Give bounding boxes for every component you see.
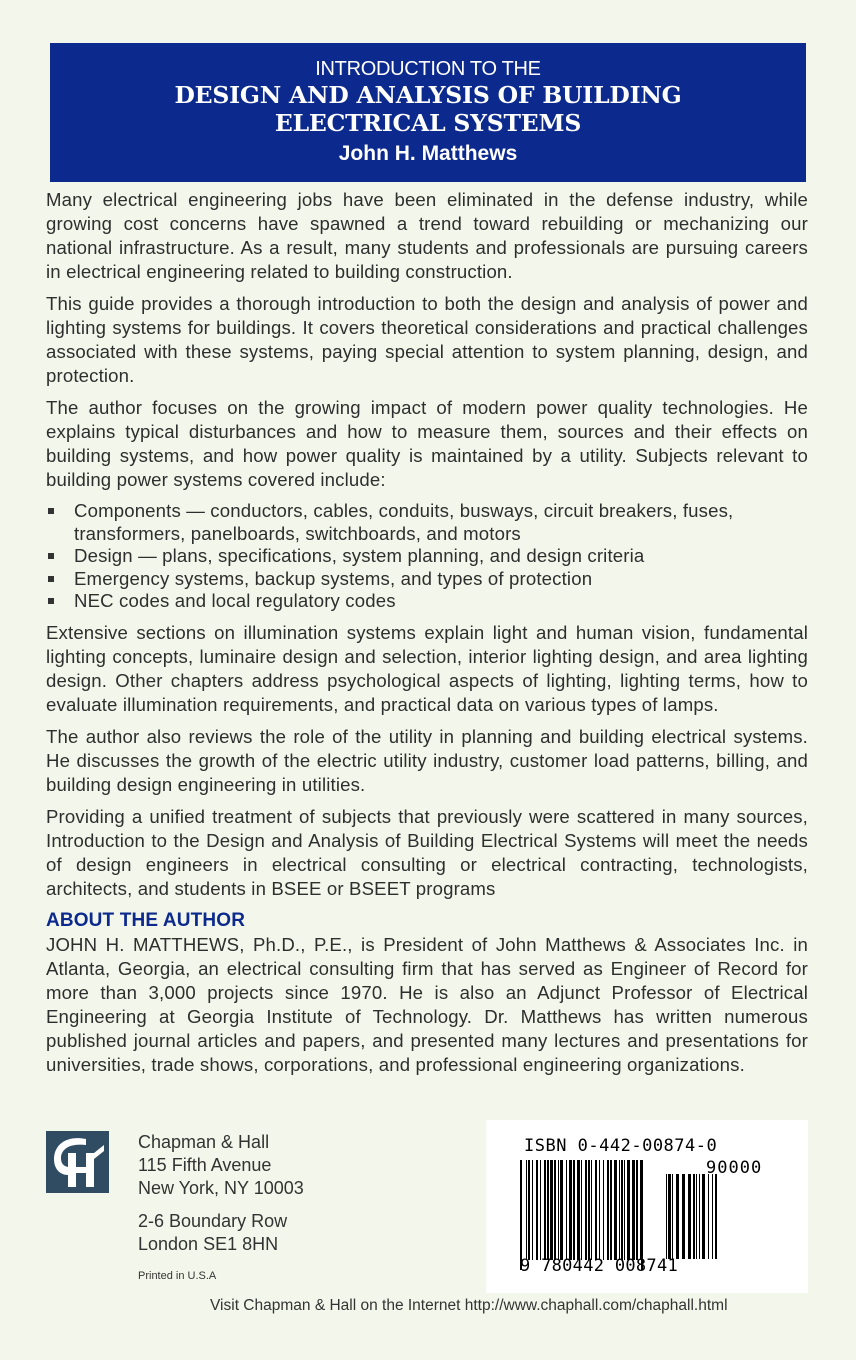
- list-item: Design — plans, specifications, system planning, and design criteria: [46, 545, 808, 568]
- barcode-bar: [566, 1160, 567, 1260]
- about-author: [46, 909, 808, 1077]
- barcode-bar: [702, 1174, 705, 1259]
- barcode-bar: [607, 1160, 609, 1260]
- barcode-bar: [603, 1160, 604, 1260]
- barcode-bar: [715, 1174, 717, 1259]
- us-street: 115 Fifth Avenue: [138, 1155, 272, 1175]
- barcode-bar: [621, 1160, 623, 1260]
- barcode-bar: [682, 1174, 685, 1259]
- ean-number: 9 780442 008741: [520, 1256, 679, 1276]
- barcode-bar: [585, 1160, 587, 1260]
- list-item: Emergency systems, backup systems, and types of protection: [46, 568, 808, 591]
- website-note: Visit Chapman & Hall on the Internet http://www.chaphall.com/chaphall.html: [210, 1297, 728, 1314]
- barcode-bar: [636, 1160, 638, 1260]
- list-item: Components — conductors, cables, conduits, busways, circuit breakers, fuses, transformers, panelboards, switchboards, and motors: [46, 500, 808, 545]
- barcode-bar: [624, 1160, 625, 1260]
- barcode-bar: [528, 1160, 530, 1260]
- price-addon: 90000: [706, 1158, 763, 1178]
- barcode-bar: [696, 1174, 697, 1259]
- book-author: John H. Matthews: [338, 142, 518, 165]
- bullet-icon: [48, 576, 54, 582]
- paragraph: Many electrical engineering jobs have been eliminated in the defense industry, while growing cost concerns have spawned a trend toward rebuilding or mechanizing our national infrastructure. As a result, many students and professionals are pursuing careers in electrical engineering related to building construction.: [46, 189, 808, 282]
- barcode-bar: [595, 1160, 597, 1260]
- paragraph: This guide provides a thorough introduction to both the design and analysis of power and lighting systems for buildings. It covers theoretical considerations and practical challenges associated with these systems, paying special attention to system planning, design, and protection.: [46, 293, 808, 386]
- description: [46, 188, 808, 1077]
- barcode-bar: [520, 1160, 522, 1270]
- subject-list: [46, 500, 808, 613]
- barcode-bar: [577, 1160, 580, 1260]
- barcode-bar: [666, 1174, 667, 1259]
- isbn-number: ISBN 0-442-00874-0: [524, 1136, 718, 1156]
- barcode-bar: [558, 1160, 559, 1260]
- barcode-bar: [569, 1160, 572, 1260]
- barcode-bar: [668, 1174, 671, 1259]
- paragraph: Extensive sections on illumination systems explain light and human vision, fundamental lighting concepts, luminaire design and selection, interior lighting design, and area lighting design. Other chapters address psychological aspects of lighting, lighting terms, how to evaluate illumination requirements, and practical data on various types of lamps.: [46, 621, 808, 715]
- barcode-bar: [619, 1160, 620, 1260]
- publisher-name: Chapman & Hall: [138, 1132, 270, 1152]
- barcode-bar: [547, 1160, 549, 1260]
- book-title-line1: DESIGN AND ANALYSIS OF BUILDING: [174, 81, 682, 109]
- barcode-bar: [550, 1160, 553, 1260]
- barcode-bar: [632, 1160, 635, 1260]
- barcode-bar: [708, 1174, 709, 1259]
- uk-street: 2-6 Boundary Row: [138, 1211, 288, 1231]
- barcode-bar: [532, 1160, 533, 1260]
- publisher-logo: [46, 1131, 109, 1193]
- barcode-bar: [641, 1160, 643, 1270]
- barcode-bar: [693, 1174, 695, 1259]
- barcode-bar: [581, 1160, 582, 1260]
- barcode-bar: [544, 1160, 546, 1260]
- uk-city: London SE1 8HN: [138, 1234, 279, 1254]
- barcode-bar: [560, 1160, 563, 1260]
- barcode-bar: [554, 1160, 556, 1260]
- barcode-bar: [712, 1174, 713, 1259]
- barcode-bar: [672, 1174, 673, 1259]
- title-banner: [50, 43, 806, 182]
- barcode-bar: [588, 1160, 590, 1260]
- bullet-icon: [48, 598, 54, 604]
- paragraph: The author focuses on the growing impact of modern power quality technologies. He explains typical disturbances and how to measure them, sources and their effects on building systems, and how power quality is maintained by a utility. Subjects relevant to building power systems covered include:: [46, 397, 808, 490]
- barcode-bar: [599, 1160, 600, 1260]
- barcode-bar: [526, 1160, 527, 1260]
- paragraph: Providing a unified treatment of subjects that previously were scattered in many sources, Introduction to the Design and Analysis of Building Electrical Systems will meet the needs of design engineers in electrical consulting or electrical contracting, technologists, architects, and students in BSEE or BSEET programs: [46, 805, 808, 899]
- barcode-bar: [676, 1174, 679, 1259]
- list-item: NEC codes and local regulatory codes: [46, 590, 808, 613]
- about-author-text: JOHN H. MATTHEWS, Ph.D., P.E., is President of John Matthews & Associates Inc. in Atlanta, Georgia, an electrical consulting firm that has served as Engineer of Record for more than 3,000 projects since 1970. He is also an Adjunct Professor of Electrical Engineering at Georgia Institute of Technology. Dr. Matthews has written numerous published journal articles and papers, and presented many lectures and presentations for universities, trade shows, corporations, and professional engineering organizations.: [46, 933, 808, 1075]
- barcode-bar: [688, 1174, 691, 1259]
- title-intro: INTRODUCTION TO THE: [315, 58, 541, 80]
- barcode-bar: [610, 1160, 612, 1260]
- barcode-bar: [540, 1160, 541, 1260]
- printed-in: Printed in U.S.A: [138, 1270, 217, 1282]
- barcode-bar: [591, 1160, 592, 1260]
- publisher-address: [138, 1131, 304, 1256]
- barcode-bar: [573, 1160, 575, 1260]
- barcode-bar: [536, 1160, 538, 1260]
- barcode-bar: [699, 1174, 700, 1259]
- about-author-heading: ABOUT THE AUTHOR: [46, 909, 246, 931]
- barcode-bar: [627, 1160, 630, 1260]
- bullet-icon: [48, 508, 54, 514]
- paragraph: The author also reviews the role of the utility in planning and building electrical systems. He discusses the growth of the electric utility industry, customer load patterns, billing, and building design engineering in utilities.: [46, 725, 808, 795]
- bullet-icon: [48, 553, 54, 559]
- isbn-barcode: [486, 1120, 808, 1293]
- book-title-line2: ELECTRICAL SYSTEMS: [274, 109, 582, 137]
- us-city: New York, NY 10003: [138, 1178, 304, 1198]
- barcode-bar: [614, 1160, 617, 1260]
- ch-logo-icon: [46, 1131, 109, 1193]
